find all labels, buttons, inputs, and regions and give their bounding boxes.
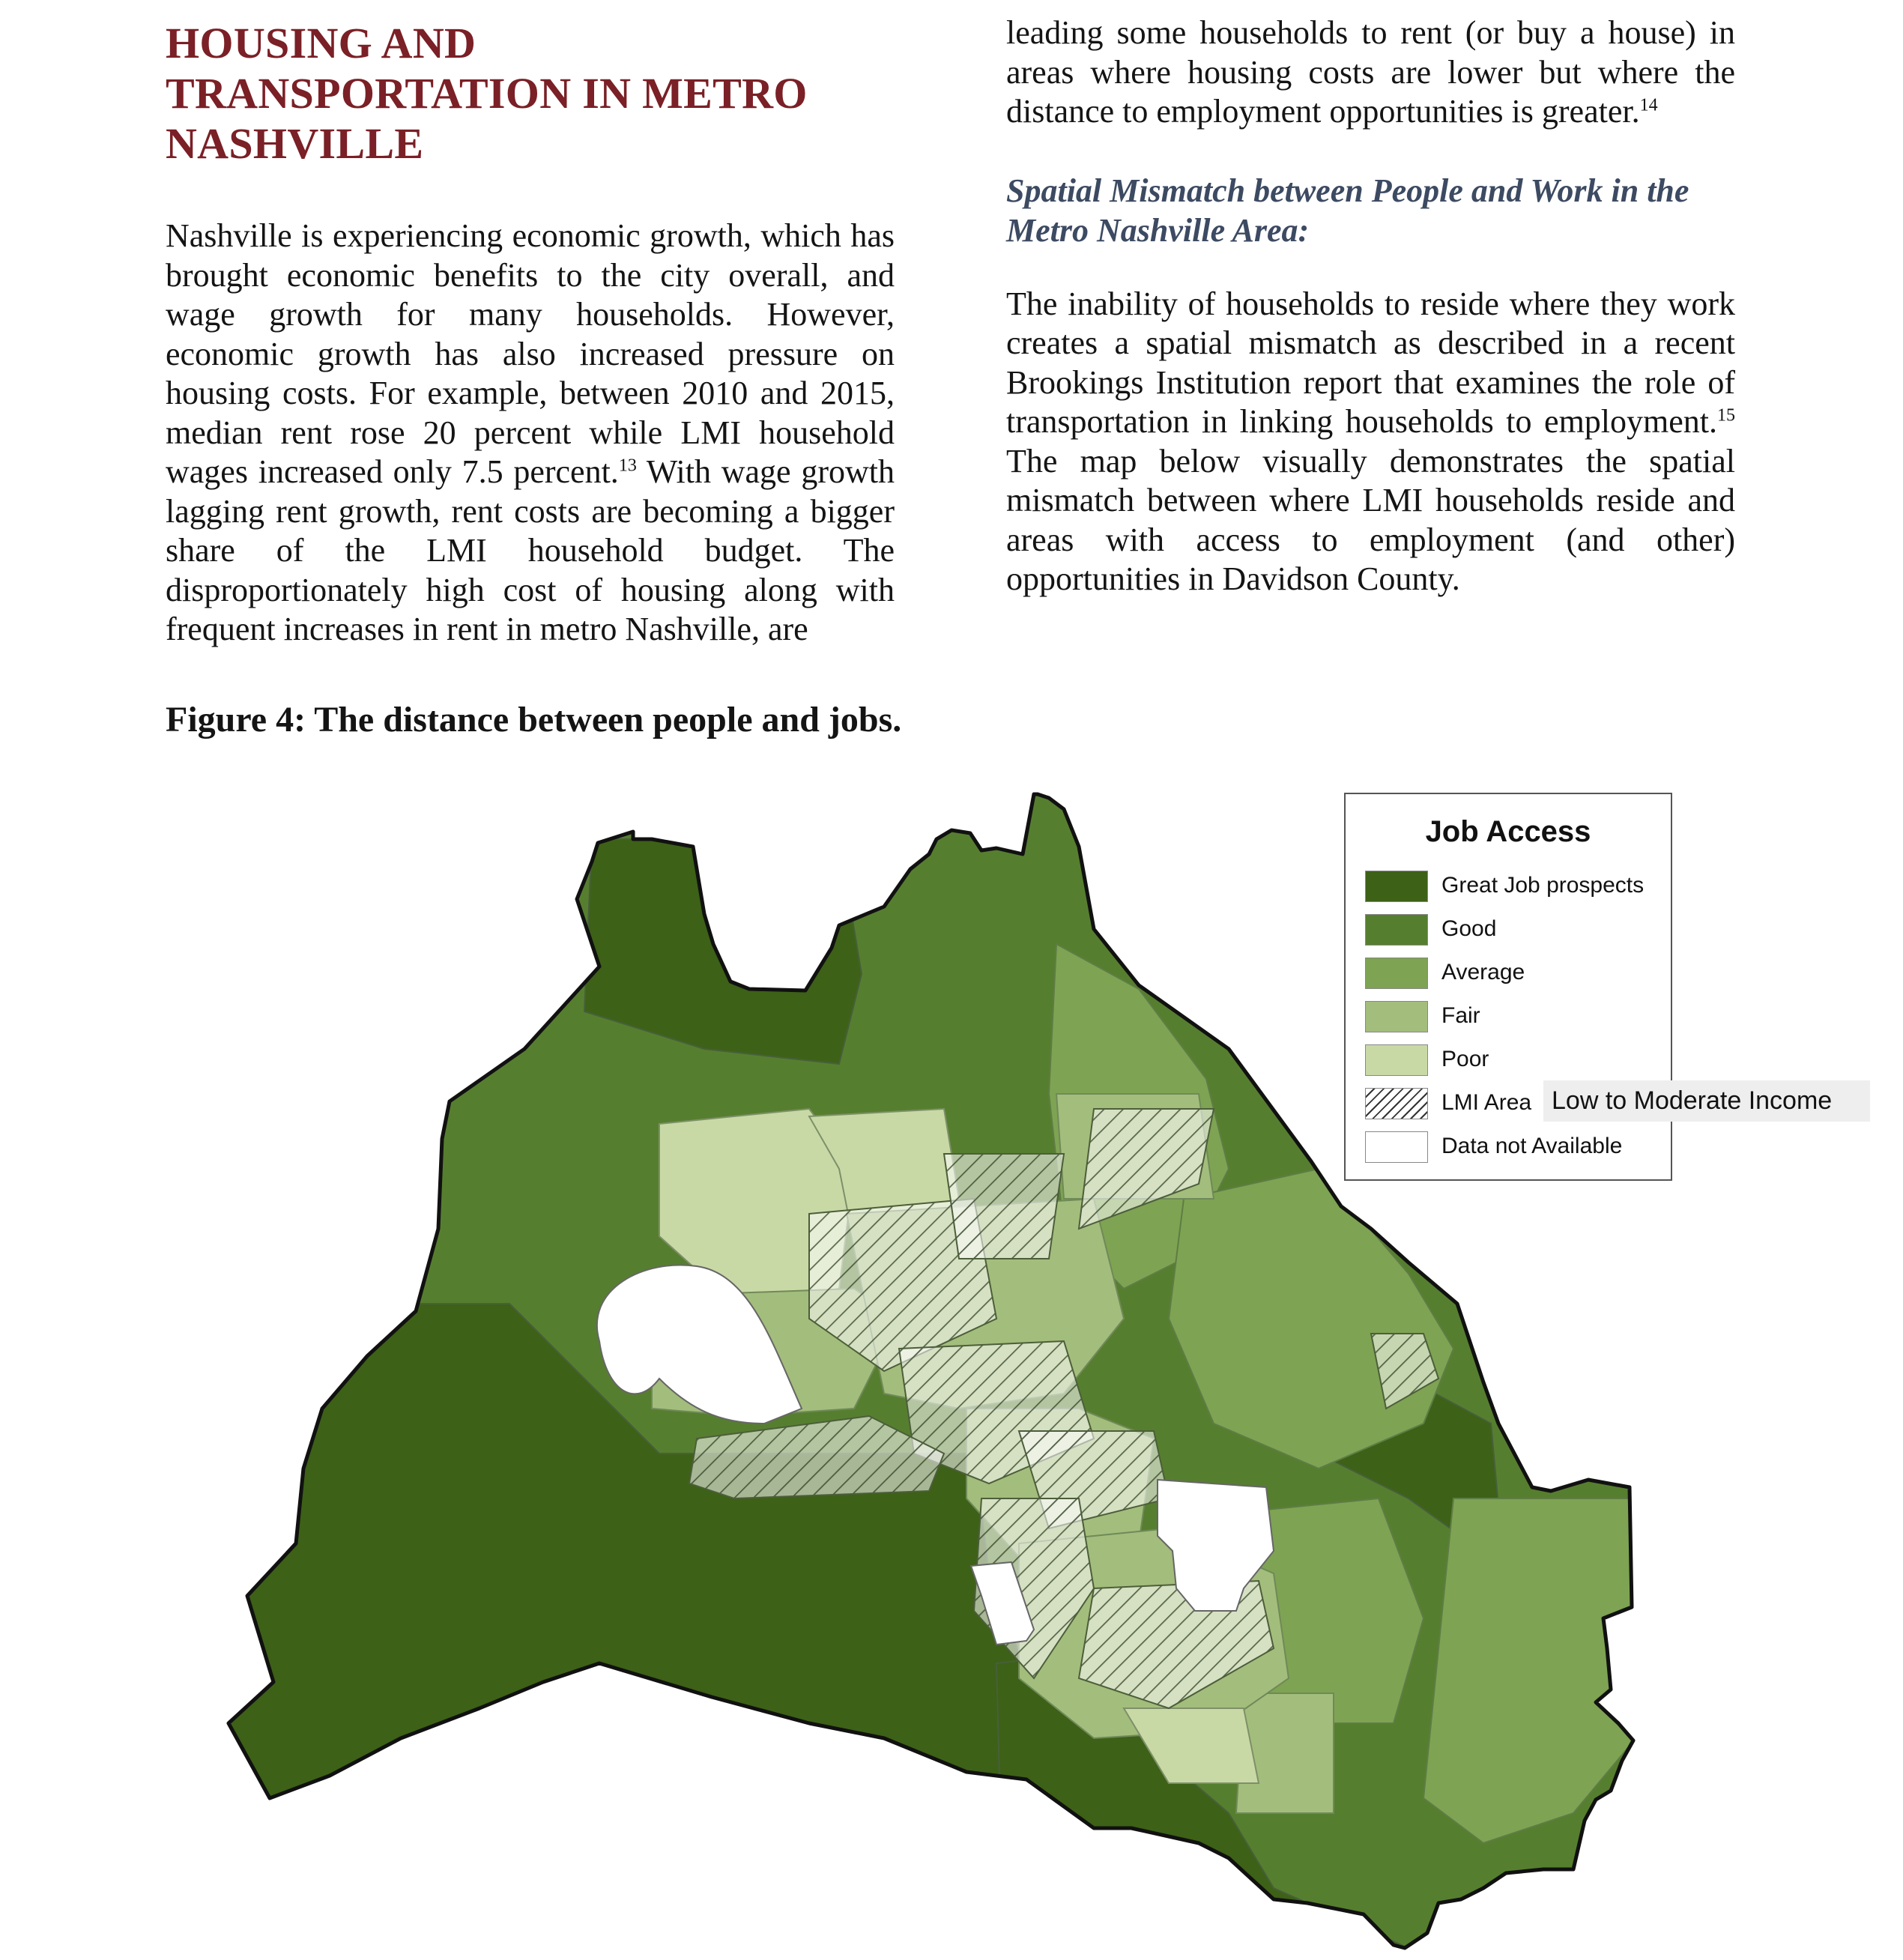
heading-line: NASHVILLE xyxy=(166,119,424,168)
heading-line: HOUSING AND xyxy=(166,19,476,67)
legend-swatch-hatch xyxy=(1365,1088,1428,1119)
footnote-ref: 15 xyxy=(1717,405,1735,426)
paragraph-text: Nashville is experiencing economic growth, which has brought economic benefits to the city overall, and wage growth for many households. However, economic growth has also increased pressure on housing costs. For example, between 2010 and 2015, median rent rose 20 percent while LMI household wages increased only 7.5 percent. xyxy=(166,217,895,490)
legend-label: Great Job prospects xyxy=(1441,873,1645,898)
paragraph-text: With wage growth lagging rent growth, rent costs are becoming a bigger share of the LMI household budget. The disproportionately high cost of housing along with frequent increases in rent in metro Nashville, are xyxy=(166,453,895,647)
section-subheading: Spatial Mismatch between People and Work in the Metro Nashville Area: xyxy=(1006,172,1689,249)
paragraph-text: The map below visually demonstrates the spatial mismatch between where LMI households reside and areas with access to employment (and other) opportunities in Davidson County. xyxy=(1006,442,1735,597)
lmi-tooltip: Low to Moderate Income xyxy=(1543,1080,1870,1122)
figure-caption: Figure 4: The distance between people and jobs. xyxy=(166,700,902,739)
map-legend xyxy=(1344,793,1672,1181)
footnote-ref: 13 xyxy=(618,456,637,476)
legend-label: LMI Area xyxy=(1441,1090,1532,1115)
legend-swatch xyxy=(1365,914,1428,946)
legend-swatch xyxy=(1365,1044,1428,1076)
legend-label: Fair xyxy=(1441,1003,1480,1028)
legend-swatch xyxy=(1365,1001,1428,1032)
legend-label: Poor xyxy=(1441,1047,1489,1071)
paragraph-text: The inability of households to reside where they work creates a spatial mismatch as described in a recent Brookings Institution report that examines the role of transportation in linking households to employment. xyxy=(1006,285,1735,440)
legend-label: Average xyxy=(1441,960,1525,984)
paragraph-text: leading some households to rent (or buy a house) in areas where housing costs are lower but where the distance to employment opportunities is greater. xyxy=(1006,14,1735,130)
legend-label: Good xyxy=(1441,916,1497,941)
legend-swatch xyxy=(1365,958,1428,989)
footnote-ref: 14 xyxy=(1639,95,1658,115)
legend-title: Job Access xyxy=(1425,815,1591,848)
legend-swatch xyxy=(1365,1131,1428,1163)
legend-swatch xyxy=(1365,871,1428,902)
heading-line: TRANSPORTATION IN METRO xyxy=(166,69,808,118)
legend-label: Data not Available xyxy=(1441,1134,1623,1158)
